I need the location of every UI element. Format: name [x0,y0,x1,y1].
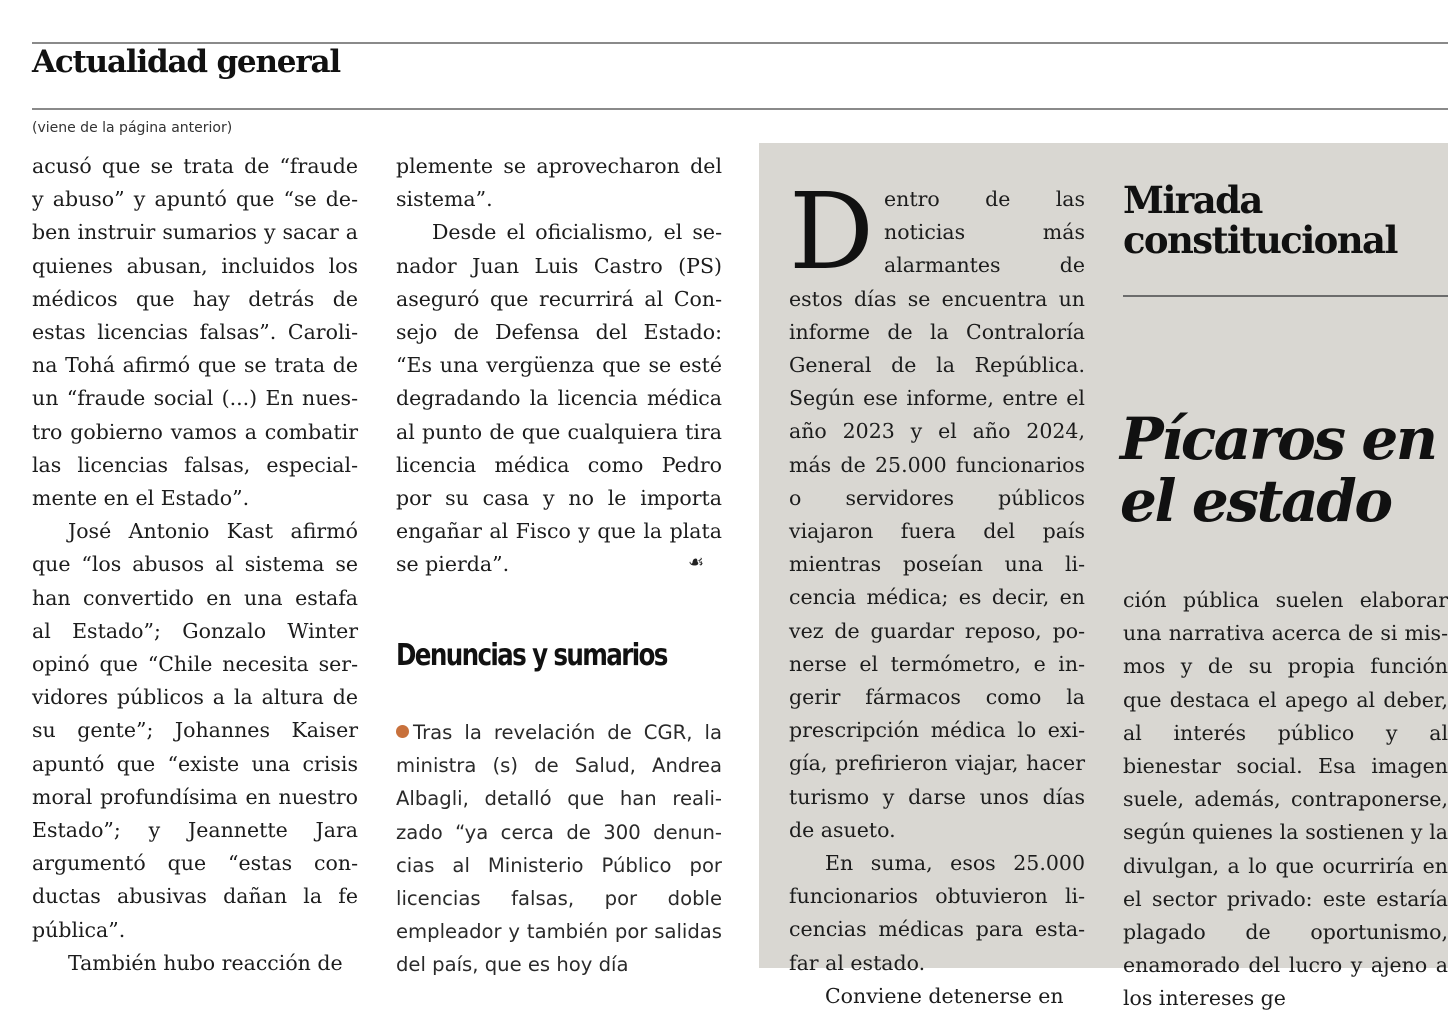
bullet-icon [396,725,409,738]
news-brief-text: Tras la revelación de CGR, la ministra (s) de Salud, Andrea Albagli, detalló que han realizado “ya cerca de 300 denuncias al Ministerio Público por licencias falsas, por doble empleador y también por salidas del país, que es hoy día [396,721,722,977]
article-paragraph: José Antonio Kast afirmó que “los abusos al sistema se han convertido en una estafa al Estado”; Gonzalo Winter opinó que “Chile necesita servidores públicos a la altura de su gente”; Johannes Kaiser apuntó que “existe una crisis moral profundísima en nuestro Estado”; y Jeannette Jara argumentó que “estas conductas abusivas dañan la fe pública”. [32,519,358,942]
article-column-2 [396,150,722,582]
opinion-headline: Pícaros en el estado [1120,405,1436,535]
opinion-lead-text: entro de las noticias más alarmantes de estos días se encuentra un informe de la Contraloría General de la República. Según ese informe, entre el año 2023 y el año 2024, más de 25.000 funcionarios o servidores públicos viajaron fuera del país mientras poseían una licencia médica; es decir, en vez de guardar reposo, ponerse el termómetro, e ingerir fármacos como la prescripción médica lo exigía, prefirieron viajar, hacer turismo y darse unos días de asueto. [789,187,1085,842]
article-paragraph: Desde el oficialismo, el senador Juan Luis Castro (PS) aseguró que recurrirá al Consejo de Defensa del Estado: “Es una vergüenza que se esté degradando la licencia médica al punto de que cualquiera tira licencia médica como Pedro por su casa y no le importa engañar al Fisco y que la plata se pierda”. [396,220,722,577]
opinion-lead-paragraph [789,170,1085,847]
article-paragraph: plemente se aprovecharon del sistema”. [396,154,722,212]
continued-note: (viene de la página anterior) [32,120,233,136]
subhead: Denuncias y sumarios [396,638,667,673]
header-rule [32,108,1448,110]
news-brief-paragraph [396,716,722,982]
opinion-column-right [1123,584,1448,1016]
opinion-paragraph: ción pública suelen elaborar una narrativa acerca de si mismos y de su propia función que destaca el apego al deber, al interés público y al bienestar social. Esa imagen suele, además, contraponerse, según quienes la sostienen y la divulgan, a lo que ocurriría en el sector privado: este estaría plagado de oportunismo, enamorado del lucro y ajeno a los intereses ge [1123,588,1448,1011]
end-of-article-mark: ☙ [688,552,705,573]
news-brief [396,716,722,982]
section-title: Actualidad general [32,44,340,80]
article-paragraph: También hubo reacción de [68,950,343,975]
column-kicker: Mirada constitucional [1123,178,1397,262]
article-column-1 [32,150,358,980]
drop-cap: D [789,170,874,293]
opinion-paragraph: Conviene detenerse en [825,983,1064,1008]
opinion-paragraph: En suma, esos 25.000 funcionarios obtuvieron licencias médicas para estafar al estado. [789,851,1085,975]
opinion-column-left [789,170,1085,1013]
article-paragraph: acusó que se trata de “fraude y abuso” y apuntó que “se deben instruir sumarios y sacar a quienes abusan, incluidos los médicos que hay detrás de estas licencias falsas”. Carolina Tohá afirmó que se trata de un “fraude social (...) En nuestro gobierno vamos a combatir las licencias falsas, especialmente en el Estado”. [32,154,358,511]
kicker-rule [1123,295,1448,297]
